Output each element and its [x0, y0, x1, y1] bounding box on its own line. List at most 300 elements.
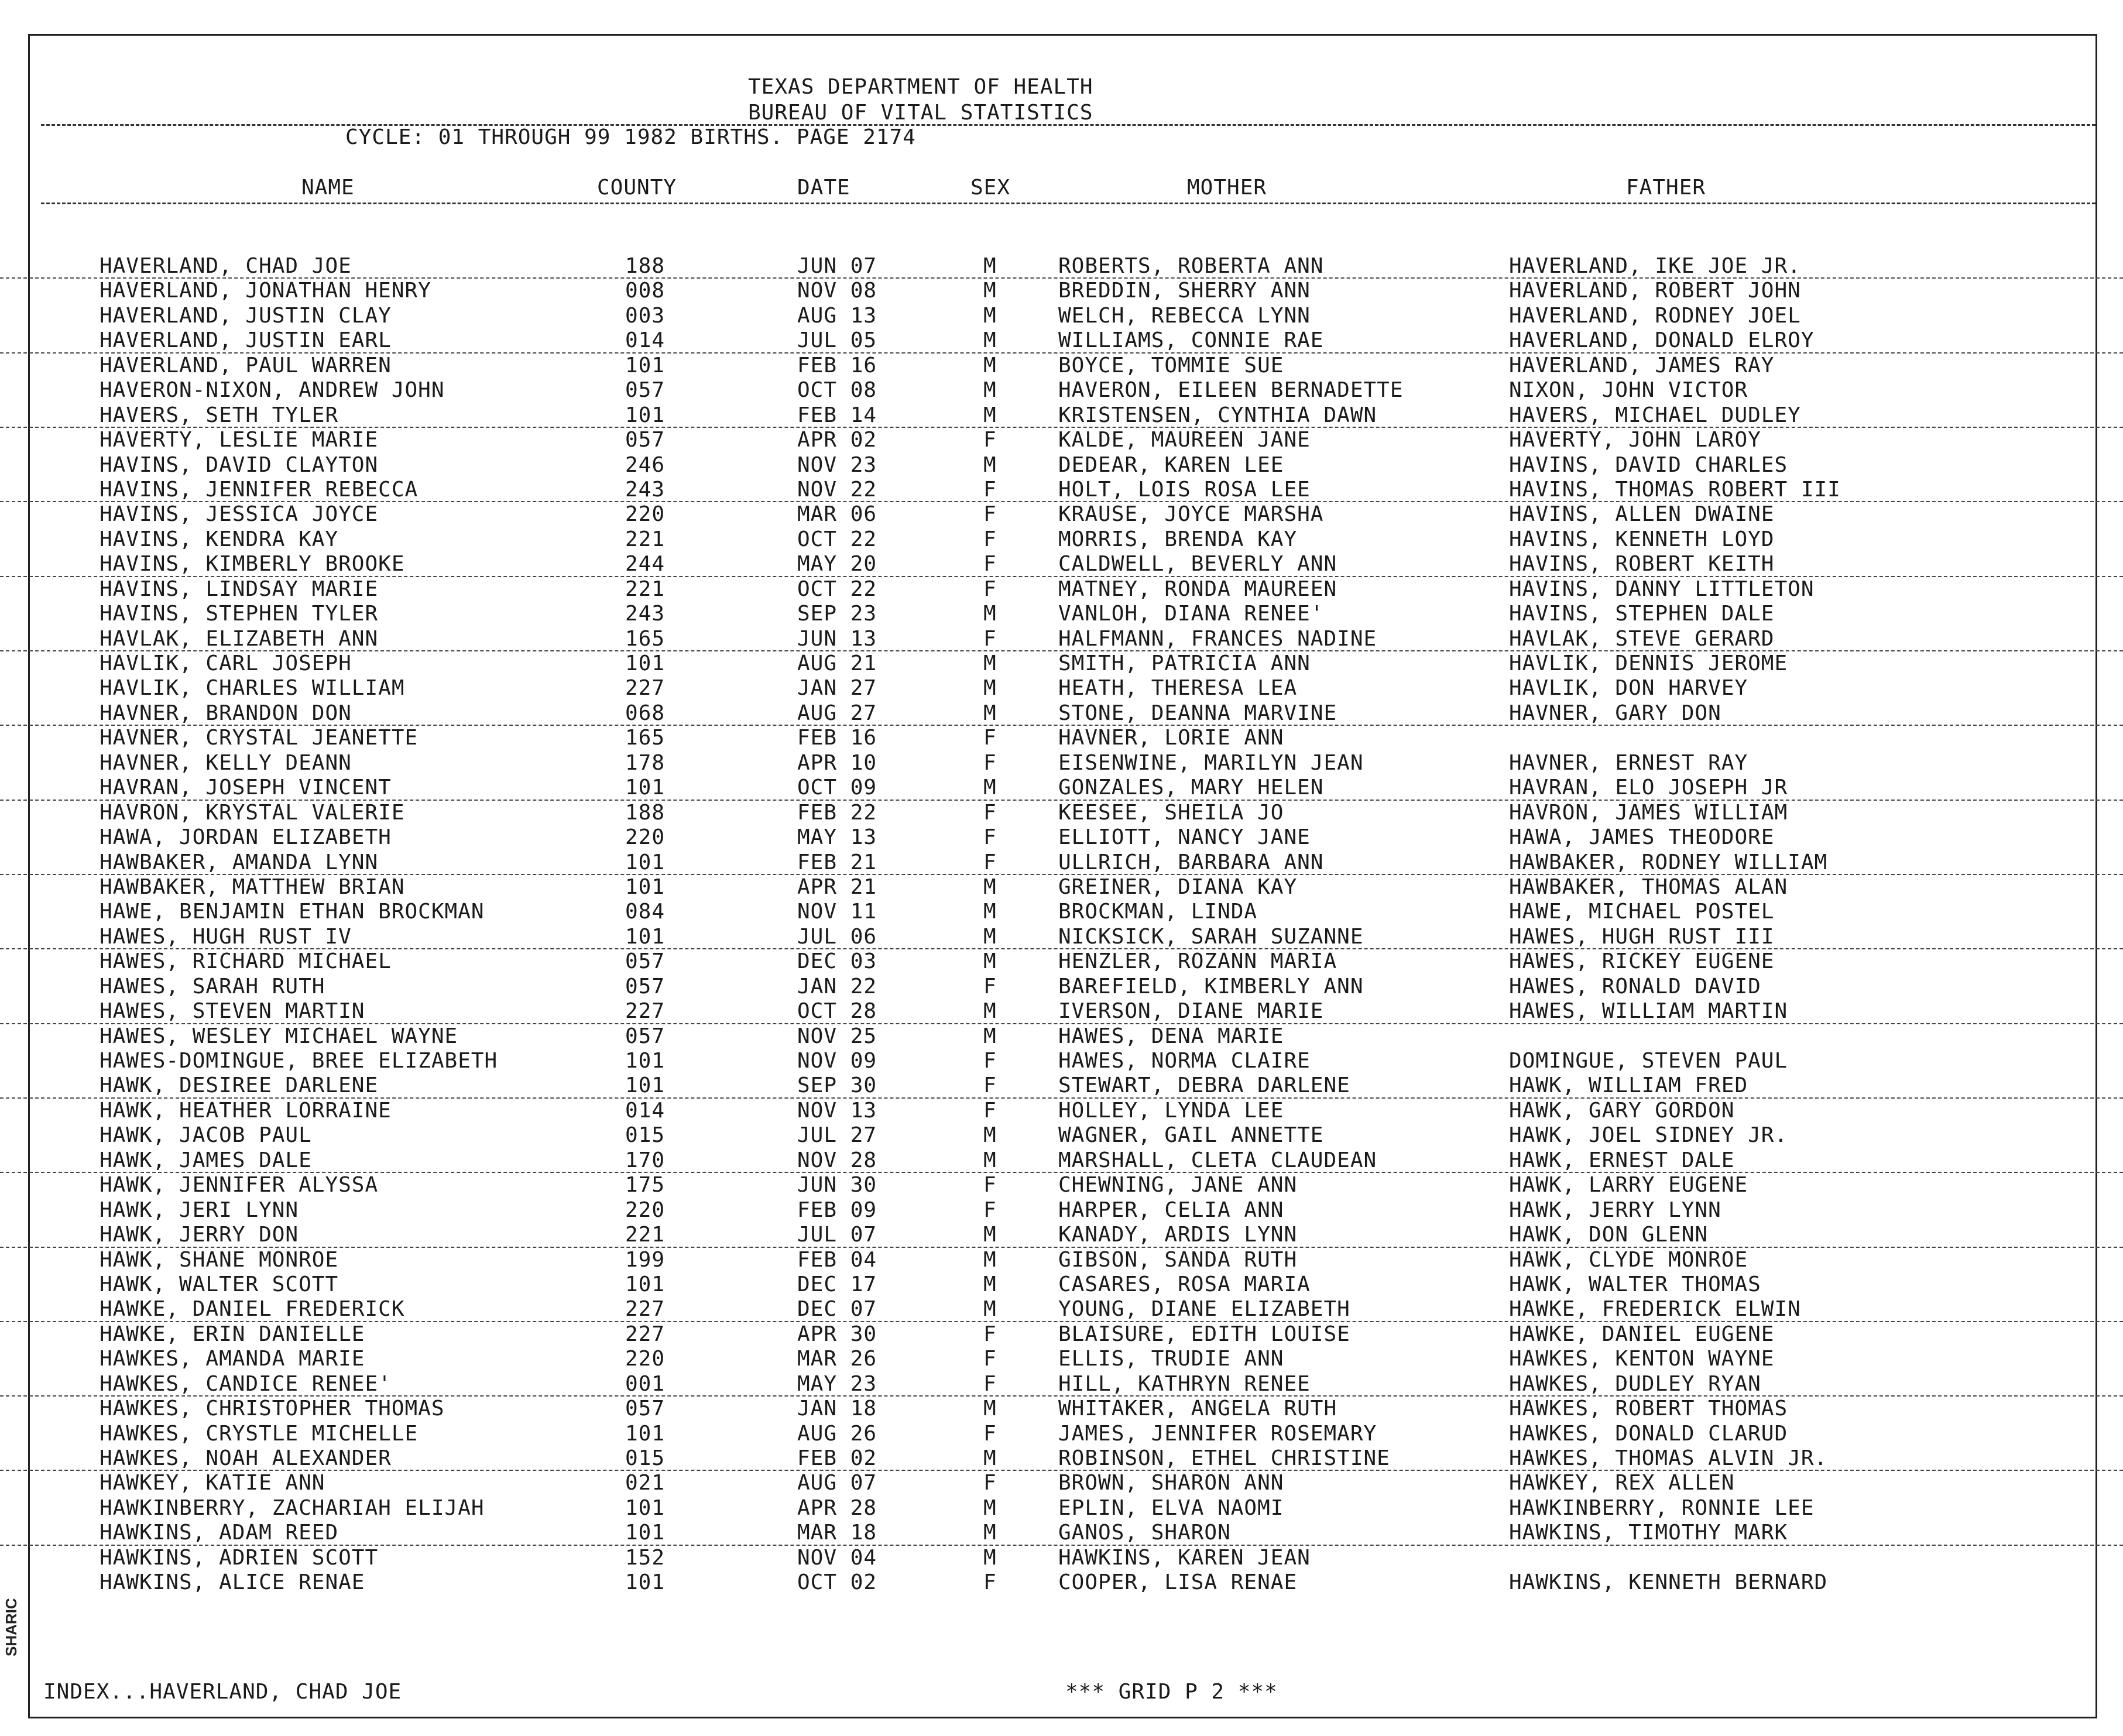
cell-sex: F [983, 726, 997, 750]
cell-county: 101 [625, 1495, 666, 1520]
cell-county: 001 [625, 1371, 666, 1396]
cell-date: OCT 08 [797, 378, 877, 403]
cell-sex: F [983, 552, 997, 577]
cell-father: HAVRON, JAMES WILLIAM [1509, 800, 1788, 825]
table-row [0, 1322, 2123, 1347]
cell-date: NOV 04 [797, 1545, 877, 1570]
cell-date: DEC 03 [797, 949, 877, 974]
cell-name: HAVLAK, ELIZABETH ANN [100, 626, 379, 651]
cell-county: 101 [625, 776, 666, 800]
cell-county: 227 [625, 676, 666, 701]
cell-county: 243 [625, 477, 666, 502]
cell-county: 057 [625, 428, 666, 452]
cell-county: 101 [625, 1521, 666, 1545]
table-row [0, 1546, 2123, 1570]
cell-date: AUG 27 [797, 701, 877, 725]
cell-name: HAWES, HUGH RUST IV [100, 924, 352, 949]
cell-father: HAWBAKER, THOMAS ALAN [1509, 874, 1788, 899]
table-row [0, 1024, 2123, 1049]
cell-sex: M [983, 874, 997, 899]
cell-father: HAWES, WILLIAM MARTIN [1509, 999, 1788, 1024]
cell-father: HAWES, RICKEY EUGENE [1509, 949, 1775, 974]
cell-father: HAWK, ERNEST DALE [1509, 1148, 1735, 1172]
cell-sex: M [983, 1397, 997, 1421]
cell-name: HAVNER, BRANDON DON [100, 701, 352, 725]
cell-county: 220 [625, 502, 666, 527]
table-row [0, 1570, 2123, 1595]
header-cycle: CYCLE: 01 THROUGH 99 1982 BIRTHS. PAGE 2174 [345, 125, 916, 149]
cell-name: HAVINS, JENNIFER REBECCA [100, 477, 419, 502]
cell-father: HAWK, WILLIAM FRED [1509, 1073, 1748, 1098]
cell-county: 057 [625, 974, 666, 999]
cell-sex: M [983, 1148, 997, 1172]
cell-county: 221 [625, 527, 666, 551]
cell-date: OCT 22 [797, 577, 877, 601]
table-row [0, 751, 2123, 776]
cell-county: 221 [625, 1223, 666, 1247]
table-row [0, 726, 2123, 750]
cell-mother: HAWKINS, KAREN JEAN [1058, 1545, 1311, 1570]
cell-county: 178 [625, 750, 666, 775]
cell-date: JAN 18 [797, 1397, 877, 1421]
cell-date: FEB 21 [797, 850, 877, 874]
cell-county: 014 [625, 1098, 666, 1123]
table-row [0, 1173, 2123, 1198]
cell-date: APR 02 [797, 428, 877, 452]
cell-mother: STEWART, DEBRA DARLENE [1058, 1073, 1350, 1098]
cell-sex: F [983, 825, 997, 850]
cell-date: MAY 23 [797, 1371, 877, 1396]
cell-father: HAWKINBERRY, RONNIE LEE [1509, 1495, 1815, 1520]
cell-sex: M [983, 1247, 997, 1272]
cell-county: 101 [625, 1570, 666, 1595]
cell-mother: KALDE, MAUREEN JANE [1058, 428, 1311, 452]
cell-sex: F [983, 1421, 997, 1446]
cell-sex: M [983, 254, 997, 278]
cell-father: HAVNER, ERNEST RAY [1509, 750, 1748, 775]
cell-name: HAWES, WESLEY MICHAEL WAYNE [100, 1024, 458, 1048]
cell-father: HAVINS, STEPHEN DALE [1509, 602, 1775, 626]
table-row [0, 279, 2123, 303]
cell-father: HAWES, HUGH RUST III [1509, 924, 1775, 949]
cell-mother: EISENWINE, MARILYN JEAN [1058, 750, 1364, 775]
cell-father: HAWES, RONALD DAVID [1509, 974, 1761, 999]
table-row [0, 975, 2123, 999]
cell-date: OCT 02 [797, 1570, 877, 1595]
cell-date: FEB 02 [797, 1446, 877, 1470]
table-row [0, 403, 2123, 428]
table-row [0, 1272, 2123, 1297]
cell-county: 101 [625, 924, 666, 949]
cell-county: 068 [625, 701, 666, 725]
cell-date: JUN 30 [797, 1173, 877, 1198]
column-header-date: DATE [797, 176, 850, 200]
cell-sex: M [983, 1545, 997, 1570]
cell-date: DEC 17 [797, 1272, 877, 1296]
index-label: INDEX...HAVERLAND, CHAD JOE [43, 1680, 402, 1704]
cell-name: HAVINS, LINDSAY MARIE [100, 577, 379, 601]
cell-date: JUL 07 [797, 1223, 877, 1247]
cell-date: NOV 09 [797, 1049, 877, 1073]
cell-father: NIXON, JOHN VICTOR [1509, 378, 1748, 403]
cell-sex: F [983, 1173, 997, 1198]
cell-date: NOV 28 [797, 1148, 877, 1172]
cell-sex: F [983, 527, 997, 551]
table-row [0, 1297, 2123, 1322]
cell-county: 014 [625, 328, 666, 353]
cell-mother: HAWES, DENA MARIE [1058, 1024, 1284, 1048]
cell-name: HAWK, JAMES DALE [100, 1148, 312, 1172]
cell-date: SEP 23 [797, 602, 877, 626]
cell-sex: M [983, 1495, 997, 1520]
table-row [0, 428, 2123, 452]
table-row [0, 1148, 2123, 1173]
cell-sex: F [983, 1570, 997, 1595]
cell-date: JUN 13 [797, 626, 877, 651]
cell-mother: HAVERON, EILEEN BERNADETTE [1058, 378, 1404, 403]
cell-county: 101 [625, 1073, 666, 1098]
cell-father: HAVERLAND, RODNEY JOEL [1509, 303, 1801, 328]
cell-sex: F [983, 1098, 997, 1123]
cell-mother: KEESEE, SHEILA JO [1058, 800, 1284, 825]
cell-county: 227 [625, 999, 666, 1024]
cell-mother: GANOS, SHARON [1058, 1521, 1231, 1545]
table-row [0, 1248, 2123, 1272]
table-row [0, 254, 2123, 279]
cell-county: 101 [625, 651, 666, 675]
cell-father: HAWBAKER, RODNEY WILLIAM [1509, 850, 1828, 874]
cell-name: HAWKE, DANIEL FREDERICK [100, 1297, 405, 1322]
cell-county: 188 [625, 254, 666, 278]
cell-mother: HALFMANN, FRANCES NADINE [1058, 626, 1377, 651]
cell-sex: M [983, 676, 997, 701]
table-row [0, 875, 2123, 900]
cell-name: HAWK, JERRY DON [100, 1223, 299, 1247]
cell-name: HAVINS, JESSICA JOYCE [100, 502, 379, 527]
cell-mother: HAVNER, LORIE ANN [1058, 726, 1284, 750]
cell-sex: M [983, 328, 997, 353]
cell-county: 101 [625, 403, 666, 427]
column-header-rule [41, 203, 2095, 204]
cell-name: HAWK, JERI LYNN [100, 1198, 299, 1222]
cell-date: MAY 20 [797, 552, 877, 577]
cell-father: HAWK, JERRY LYNN [1509, 1198, 1721, 1222]
cell-mother: DEDEAR, KAREN LEE [1058, 452, 1284, 477]
cell-mother: VANLOH, DIANA RENEE' [1058, 602, 1324, 626]
cell-county: 165 [625, 726, 666, 750]
cell-name: HAVERTY, LESLIE MARIE [100, 428, 379, 452]
table-row [0, 1397, 2123, 1421]
cell-name: HAWKES, NOAH ALEXANDER [100, 1446, 392, 1470]
cell-name: HAWKES, AMANDA MARIE [100, 1347, 365, 1371]
cell-father: HAWKE, FREDERICK ELWIN [1509, 1297, 1801, 1322]
cell-county: 015 [625, 1446, 666, 1470]
cell-date: JUL 06 [797, 924, 877, 949]
table-row [0, 999, 2123, 1024]
cell-sex: M [983, 900, 997, 924]
cell-name: HAWK, WALTER SCOTT [100, 1272, 339, 1296]
cell-mother: WILLIAMS, CONNIE RAE [1058, 328, 1324, 353]
cell-name: HAWBAKER, MATTHEW BRIAN [100, 874, 405, 899]
cell-name: HAWKES, CANDICE RENEE' [100, 1371, 392, 1396]
cell-sex: M [983, 1272, 997, 1296]
cell-mother: KRISTENSEN, CYNTHIA DAWN [1058, 403, 1377, 427]
cell-name: HAWKINS, ADRIEN SCOTT [100, 1545, 379, 1570]
cell-father: HAVLAK, STEVE GERARD [1509, 626, 1775, 651]
cell-date: FEB 16 [797, 353, 877, 378]
cell-name: HAWES-DOMINGUE, BREE ELIZABETH [100, 1049, 498, 1073]
cell-father: HAWKE, DANIEL EUGENE [1509, 1322, 1775, 1346]
cell-sex: M [983, 279, 997, 303]
cell-sex: F [983, 1371, 997, 1396]
cell-father: HAVINS, THOMAS ROBERT III [1509, 477, 1841, 502]
cell-sex: M [983, 403, 997, 427]
cell-mother: BROCKMAN, LINDA [1058, 900, 1258, 924]
table-row [0, 1521, 2123, 1545]
column-header-name: NAME [301, 176, 355, 200]
cell-sex: F [983, 1347, 997, 1371]
cell-mother: COOPER, LISA RENAE [1058, 1570, 1298, 1595]
cell-mother: MARSHALL, CLETA CLAUDEAN [1058, 1148, 1377, 1172]
cell-date: JUL 27 [797, 1123, 877, 1148]
cell-father: HAVERLAND, ROBERT JOHN [1509, 279, 1801, 303]
cell-father: HAWK, GARY GORDON [1509, 1098, 1735, 1123]
cell-mother: GREINER, DIANA KAY [1058, 874, 1298, 899]
cell-sex: M [983, 1123, 997, 1148]
cell-date: OCT 22 [797, 527, 877, 551]
table-row [0, 1198, 2123, 1223]
table-row [0, 1496, 2123, 1521]
cell-mother: IVERSON, DIANE MARIE [1058, 999, 1324, 1024]
cell-date: NOV 23 [797, 452, 877, 477]
cell-father: HAWKES, DUDLEY RYAN [1509, 1371, 1761, 1396]
table-row [0, 1099, 2123, 1123]
column-header-county: COUNTY [597, 176, 677, 200]
cell-mother: YOUNG, DIANE ELIZABETH [1058, 1297, 1350, 1322]
cell-name: HAWKES, CHRISTOPHER THOMAS [100, 1397, 445, 1421]
cell-name: HAWKINBERRY, ZACHARIAH ELIJAH [100, 1495, 485, 1520]
table-row [0, 676, 2123, 701]
table-row [0, 850, 2123, 875]
cell-date: FEB 22 [797, 800, 877, 825]
cell-sex: M [983, 378, 997, 403]
cell-county: 227 [625, 1297, 666, 1322]
cell-mother: STONE, DEANNA MARVINE [1058, 701, 1337, 725]
cell-name: HAWE, BENJAMIN ETHAN BROCKMAN [100, 900, 485, 924]
cell-sex: F [983, 1073, 997, 1098]
table-row [0, 577, 2123, 602]
cell-father: HAVINS, ROBERT KEITH [1509, 552, 1775, 577]
cell-sex: M [983, 999, 997, 1024]
cell-mother: ULLRICH, BARBARA ANN [1058, 850, 1324, 874]
cell-date: JAN 22 [797, 974, 877, 999]
cell-sex: F [983, 577, 997, 601]
cell-name: HAWA, JORDAN ELIZABETH [100, 825, 392, 850]
cell-mother: JAMES, JENNIFER ROSEMARY [1058, 1421, 1377, 1446]
table-row [0, 1372, 2123, 1397]
cell-name: HAVINS, KIMBERLY BROOKE [100, 552, 405, 577]
cell-mother: CHEWNING, JANE ANN [1058, 1173, 1298, 1198]
cell-county: 227 [625, 1322, 666, 1346]
cell-name: HAWKINS, ADAM REED [100, 1521, 339, 1545]
cell-father: HAWKES, THOMAS ALVIN JR. [1509, 1446, 1828, 1470]
cell-mother: HENZLER, ROZANN MARIA [1058, 949, 1337, 974]
cell-county: 175 [625, 1173, 666, 1198]
table-row [0, 527, 2123, 552]
cell-sex: F [983, 974, 997, 999]
cell-mother: BOYCE, TOMMIE SUE [1058, 353, 1284, 378]
cell-sex: F [983, 1049, 997, 1073]
cell-father: HAWK, WALTER THOMAS [1509, 1272, 1761, 1296]
table-row [0, 651, 2123, 676]
cell-date: NOV 13 [797, 1098, 877, 1123]
cell-sex: F [983, 850, 997, 874]
table-row [0, 453, 2123, 478]
cell-mother: BLAISURE, EDITH LOUISE [1058, 1322, 1350, 1346]
cell-father: HAVRAN, ELO JOSEPH JR [1509, 776, 1788, 800]
cell-name: HAVERS, SETH TYLER [100, 403, 339, 427]
cell-county: 003 [625, 303, 666, 328]
cell-date: FEB 04 [797, 1247, 877, 1272]
cell-father: HAVINS, DANNY LITTLETON [1509, 577, 1815, 601]
cell-county: 057 [625, 1397, 666, 1421]
cell-sex: M [983, 1297, 997, 1322]
cell-date: NOV 08 [797, 279, 877, 303]
cell-name: HAWES, SARAH RUTH [100, 974, 325, 999]
cell-date: APR 30 [797, 1322, 877, 1346]
cell-mother: WHITAKER, ANGELA RUTH [1058, 1397, 1337, 1421]
table-row [0, 949, 2123, 974]
column-header-father: FATHER [1626, 176, 1706, 200]
cell-date: OCT 09 [797, 776, 877, 800]
cell-father: HAVINS, DAVID CHARLES [1509, 452, 1788, 477]
cell-mother: CASARES, ROSA MARIA [1058, 1272, 1311, 1296]
table-row [0, 378, 2123, 403]
cell-father: HAVERLAND, JAMES RAY [1509, 353, 1775, 378]
cell-mother: HILL, KATHRYN RENEE [1058, 1371, 1311, 1396]
cell-county: 057 [625, 378, 666, 403]
cell-name: HAVERLAND, JUSTIN EARL [100, 328, 392, 353]
table-row [0, 354, 2123, 378]
cell-date: FEB 16 [797, 726, 877, 750]
cell-county: 008 [625, 279, 666, 303]
cell-name: HAWK, DESIREE DARLENE [100, 1073, 379, 1098]
table-row [0, 1049, 2123, 1073]
cell-sex: M [983, 701, 997, 725]
cell-county: 246 [625, 452, 666, 477]
cell-date: JUN 07 [797, 254, 877, 278]
cell-sex: M [983, 924, 997, 949]
cell-name: HAVERLAND, JUSTIN CLAY [100, 303, 392, 328]
cell-county: 220 [625, 1198, 666, 1222]
cell-father: HAWK, DON GLENN [1509, 1223, 1709, 1247]
column-header-sex: SEX [970, 176, 1011, 200]
cell-father: HAVERS, MICHAEL DUDLEY [1509, 403, 1801, 427]
cell-county: 243 [625, 602, 666, 626]
cell-sex: F [983, 477, 997, 502]
cell-date: AUG 13 [797, 303, 877, 328]
cell-date: AUG 21 [797, 651, 877, 675]
cell-date: AUG 07 [797, 1471, 877, 1495]
cell-name: HAVNER, KELLY DEANN [100, 750, 352, 775]
cell-sex: M [983, 651, 997, 675]
table-row [0, 925, 2123, 949]
table-row [0, 478, 2123, 502]
cell-name: HAWBAKER, AMANDA LYNN [100, 850, 379, 874]
cell-mother: HOLT, LOIS ROSA LEE [1058, 477, 1311, 502]
cell-father: HAWKES, KENTON WAYNE [1509, 1347, 1775, 1371]
cell-name: HAVLIK, CHARLES WILLIAM [100, 676, 405, 701]
cell-father: HAVLIK, DENNIS JEROME [1509, 651, 1788, 675]
cell-county: 165 [625, 626, 666, 651]
cell-father: HAWKINS, TIMOTHY MARK [1509, 1521, 1788, 1545]
cell-name: HAWKEY, KATIE ANN [100, 1471, 325, 1495]
cell-father: HAVINS, ALLEN DWAINE [1509, 502, 1775, 527]
cell-name: HAVLIK, CARL JOSEPH [100, 651, 352, 675]
cell-sex: M [983, 353, 997, 378]
cell-mother: GIBSON, SANDA RUTH [1058, 1247, 1298, 1272]
birth-records-table [0, 254, 2123, 1596]
header-department: TEXAS DEPARTMENT OF HEALTH [748, 75, 1093, 99]
cell-name: HAVRAN, JOSEPH VINCENT [100, 776, 392, 800]
table-row [0, 602, 2123, 626]
table-row [0, 304, 2123, 328]
cell-county: 021 [625, 1471, 666, 1495]
cell-name: HAVERLAND, PAUL WARREN [100, 353, 392, 378]
cell-father: HAWK, LARRY EUGENE [1509, 1173, 1748, 1198]
cell-sex: F [983, 626, 997, 651]
side-label: SHARIC [2, 1598, 20, 1656]
table-row [0, 1073, 2123, 1098]
cell-mother: HOLLEY, LYNDA LEE [1058, 1098, 1284, 1123]
cell-mother: KANADY, ARDIS LYNN [1058, 1223, 1298, 1247]
cell-date: OCT 28 [797, 999, 877, 1024]
cell-father: HAVLIK, DON HARVEY [1509, 676, 1748, 701]
cell-sex: M [983, 452, 997, 477]
cell-sex: M [983, 602, 997, 626]
cell-name: HAWK, HEATHER LORRAINE [100, 1098, 392, 1123]
cell-date: NOV 11 [797, 900, 877, 924]
cell-mother: ROBINSON, ETHEL CHRISTINE [1058, 1446, 1390, 1470]
cell-mother: SMITH, PATRICIA ANN [1058, 651, 1311, 675]
grid-label: *** GRID P 2 *** [1065, 1680, 1278, 1704]
table-row [0, 1446, 2123, 1471]
table-row [0, 1347, 2123, 1371]
cell-county: 101 [625, 1049, 666, 1073]
cell-mother: BAREFIELD, KIMBERLY ANN [1058, 974, 1364, 999]
cell-name: HAVINS, STEPHEN TYLER [100, 602, 379, 626]
cell-sex: M [983, 949, 997, 974]
cell-sex: M [983, 1223, 997, 1247]
cell-date: MAY 13 [797, 825, 877, 850]
cell-sex: M [983, 303, 997, 328]
column-header-mother: MOTHER [1187, 176, 1267, 200]
cell-date: AUG 26 [797, 1421, 877, 1446]
cell-name: HAVINS, DAVID CLAYTON [100, 452, 379, 477]
cell-mother: EPLIN, ELVA NAOMI [1058, 1495, 1284, 1520]
cell-mother: ELLIS, TRUDIE ANN [1058, 1347, 1284, 1371]
cell-mother: NICKSICK, SARAH SUZANNE [1058, 924, 1364, 949]
cell-mother: MORRIS, BRENDA KAY [1058, 527, 1298, 551]
cell-sex: F [983, 750, 997, 775]
cell-sex: F [983, 800, 997, 825]
cell-county: 101 [625, 874, 666, 899]
table-row [0, 701, 2123, 726]
table-row [0, 900, 2123, 924]
table-row [0, 328, 2123, 353]
cell-county: 084 [625, 900, 666, 924]
cell-name: HAWK, SHANE MONROE [100, 1247, 339, 1272]
